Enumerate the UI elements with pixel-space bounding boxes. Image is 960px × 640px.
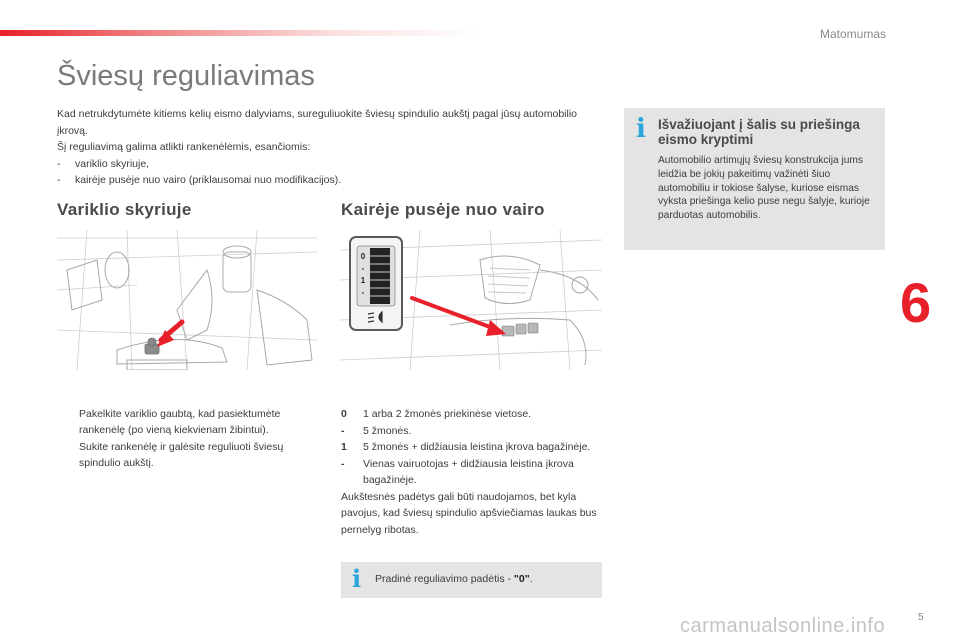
step-item: Sukite rankenėlę ir galėsite reguliuoti šviesų spindulio aukštį. xyxy=(57,439,327,471)
intro-paragraph-2: Šį reguliavimą galima atlikti rankenėlėmis, esančiomis: xyxy=(57,141,311,153)
intro-paragraph-1: Kad netrukdytumėte kitiems kelių eismo dalyviams, sureguliuokite šviesų spindulio aukštį pagal jūsų automobilio įkrovą. xyxy=(57,108,578,137)
watermark: carmanualsonline.info xyxy=(680,615,886,637)
info-icon: i xyxy=(352,564,362,593)
page-number: 5 xyxy=(918,612,924,623)
list-item: - Vienas vairuotojas + didžiausia leistina įkrova bagažinėje. xyxy=(341,457,574,486)
list-item: 1 5 žmonės + didžiausia leistina įkrova bagažinėje. xyxy=(341,441,591,453)
engine-heading: Variklio skyriuje xyxy=(57,200,192,219)
position-list xyxy=(341,406,611,538)
list-item: - variklio skyriuje, xyxy=(57,157,150,170)
wheel-label: 0 xyxy=(360,252,366,261)
warning-note: Aukštesnės padėtys gali būti naudojamos, bet kyla pavojus, kad šviesų spindulio apšviečiamas laukas bus pernelyg ribotas. xyxy=(341,490,597,536)
page-title: Šviesų reguliavimas xyxy=(57,60,315,92)
engine-bay-illustration xyxy=(57,230,317,370)
info-icon: i xyxy=(636,114,646,144)
step-item: Pakelkite variklio gaubtą, kad pasiektumėte rankenėlę (po vieną kiekvienam žibintui). xyxy=(57,406,327,438)
list-item: - kairėje pusėje nuo vairo (priklausomai nuo modifikacijos). xyxy=(57,174,342,186)
section-header: Matomumas xyxy=(819,27,886,41)
hint-box-default-position xyxy=(341,562,602,598)
list-item: - 5 žmonės. xyxy=(341,424,412,437)
intro-text xyxy=(57,106,602,189)
top-accent-bar xyxy=(0,30,480,36)
info-text: Automobilio artimųjų šviesų konstrukcija jums leidžia be jokių pakeitimų važinėti šiuo automobiliu ir tokiose šalyse, kuriose eismas vyksta priešinga kelio puse negu šalyje, kurioje parduotas automobilis. xyxy=(658,155,870,222)
bullet-icon xyxy=(57,406,79,438)
thumbwheel-inset xyxy=(350,237,402,330)
wheel-label: - xyxy=(361,288,365,297)
chapter-number: 6 xyxy=(900,271,932,334)
bullet-icon xyxy=(57,439,79,471)
dashboard-heading: Kairėje pusėje nuo vairo xyxy=(341,200,545,219)
hint-text: Pradinė reguliavimo padėtis - "0". xyxy=(375,573,533,585)
list-item: 0 1 arba 2 žmonės priekinėse vietose. xyxy=(341,408,532,420)
wheel-label: 1 xyxy=(360,276,366,285)
info-box-traffic-side xyxy=(624,108,885,250)
wheel-label: - xyxy=(361,264,365,273)
dashboard-illustration xyxy=(340,230,602,370)
engine-steps xyxy=(57,406,327,472)
info-title: Išvažiuojant į šalis su priešinga eismo kryptimi xyxy=(658,117,860,147)
